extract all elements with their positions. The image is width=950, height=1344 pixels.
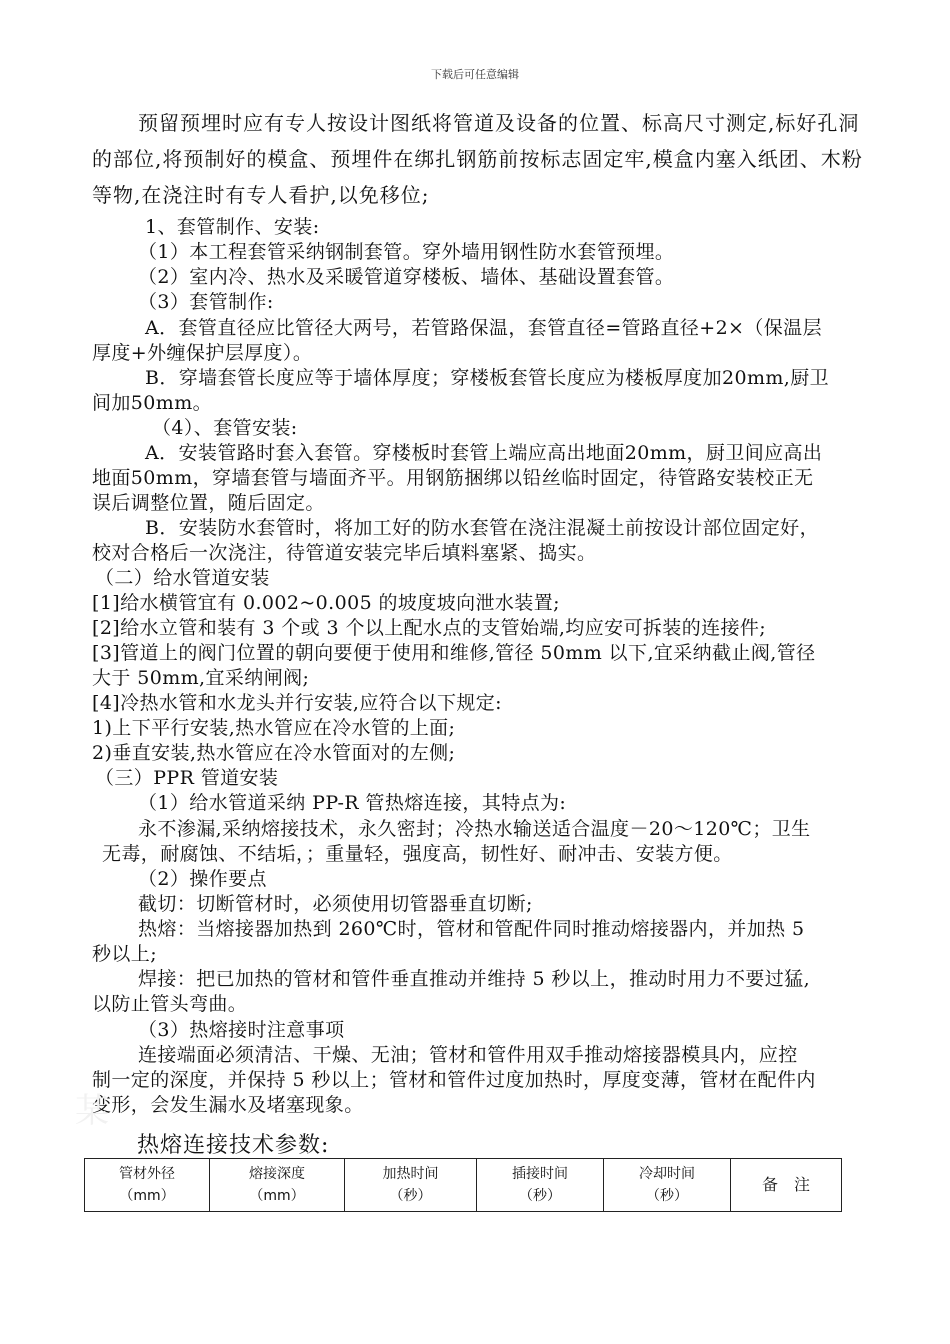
paragraph-line: [4]冷热水管和水龙头并行安装,应符合以下规定: [92, 692, 502, 714]
paragraph-line: 连接端面必须清洁、干燥、无油；管材和管件用双手推动熔接器模具内，应控 [138, 1044, 798, 1066]
paragraph-line: [2]给水立管和装有 3 个或 3 个以上配水点的支管始端,均应安可拆装的连接件; [92, 617, 767, 639]
paragraph-line: 以防止管头弯曲。 [92, 993, 248, 1015]
paragraph-line: 校对合格后一次浇注，待管道安装完毕后填料塞紧、捣实。 [92, 542, 597, 564]
paragraph-line: 无毒，耐腐蚀、不结垢，；重量轻，强度高，韧性好、耐冲击、安装方便。 [102, 843, 733, 865]
paragraph-line: A．套管直径应比管径大两号，若管路保温，套管直径=管路直径+2×（保温层 [145, 317, 822, 339]
paragraph-line: 永不渗漏,采纳熔接技术，永久密封；冷热水输送适合温度－20～120℃；卫生 [138, 818, 811, 840]
header-unit: （秒） [389, 1188, 432, 1204]
table-header-cell [604, 1159, 731, 1212]
section-heading: （三）PPR 管道安装 [95, 767, 279, 789]
table-header-row [85, 1159, 842, 1212]
paragraph-line: 热熔：当熔接器加热到 260℃时，管材和管配件同时推动熔接器内，并加热 5 [138, 918, 805, 940]
paragraph-line: 地面50mm，穿墙套管与墙面齐平。用钢筋捆绑以铅丝临时固定，待管路安装校正无 [92, 467, 814, 489]
paragraph-line: 预留预埋时应有专人按设计图纸将管道及设备的位置、标高尺寸测定,标好孔洞 [138, 111, 860, 135]
paragraph-line: 的部位,将预制好的模盒、预埋件在绑扎钢筋前按标志固定牢,模盒内塞入纸团、木粉 [92, 147, 863, 171]
paragraph-line: 2)垂直安装,热水管应在冷水管面对的左侧; [92, 742, 456, 764]
paragraph-line: （1）给水管道采纳 PP-R 管热熔连接，其特点为: [138, 792, 567, 814]
watermark: 某 [75, 1091, 109, 1131]
header-unit: （mm） [119, 1188, 175, 1204]
paragraph-line: 截切：切断管材时，必须使用切管器垂直切断; [138, 893, 533, 915]
table-header-cell [477, 1159, 604, 1212]
paragraph-line: 制一定的深度，并保持 5 秒以上；管材和管件过度加热时，厚度变薄，管材在配件内 [92, 1069, 816, 1091]
params-table [84, 1158, 842, 1212]
table-header-cell [85, 1159, 210, 1212]
paragraph-line: 等物,在浇注时有专人看护,以免移位; [92, 183, 430, 207]
paragraph-line: [1]给水横管宜有 0.002~0.005 的坡度坡向泄水装置; [92, 592, 560, 614]
header-top: 备 注 [761, 1175, 810, 1194]
paragraph-line: [3]管道上的阀门位置的朝向要便于使用和维修,管径 50mm 以下,宜采纳截止阀,管径 [92, 642, 816, 664]
header-top: 熔接深度 [249, 1166, 305, 1182]
params-title: 热熔连接技术参数: [137, 1133, 330, 1158]
paragraph-line: 变形，会发生漏水及堵塞现象。 [92, 1094, 364, 1116]
paragraph-line: B．穿墙套管长度应等于墙体厚度；穿楼板套管长度应为楼板厚度加20mm,厨卫 [145, 367, 830, 389]
paragraph-line: 误后调整位置，随后固定。 [92, 492, 325, 514]
paragraph-line: 1)上下平行安装,热水管应在冷水管的上面; [92, 717, 456, 739]
header-unit: （mm） [249, 1188, 305, 1204]
paragraph-line: 大于 50mm,宜采纳闸阀; [92, 667, 310, 689]
table-header-cell [731, 1159, 842, 1212]
page-header: 下载后可任意编辑 [431, 68, 519, 81]
paragraph-line: （2）操作要点 [138, 868, 267, 890]
paragraph-line: （3）套管制作: [138, 291, 274, 313]
header-top: 管材外径 [119, 1166, 175, 1182]
paragraph-line: 秒以上; [92, 943, 158, 965]
header-top: 加热时间 [382, 1166, 439, 1182]
paragraph-line: （3）热熔接时注意事项 [138, 1019, 345, 1041]
paragraph-line: B．安装防水套管时，将加工好的防水套管在浇注混凝土前按设计部位固定好， [145, 517, 819, 539]
header-top: 冷却时间 [639, 1166, 695, 1182]
table-header-cell [345, 1159, 477, 1212]
paragraph-line: （4）、套管安装: [152, 417, 298, 439]
section-heading: （二）给水管道安装 [95, 567, 270, 589]
paragraph-line: A．安装管路时套入套管。穿楼板时套管上端应高出地面20mm，厨卫间应高出 [145, 442, 823, 464]
paragraph-line: （1）本工程套管采纳钢制套管。穿外墙用钢性防水套管预埋。 [138, 241, 675, 263]
section-heading: 1、套管制作、安装: [145, 216, 320, 238]
paragraph-line: 焊接：把已加热的管材和管件垂直推动并维持 5 秒以上，推动时用力不要过猛, [138, 968, 811, 990]
paragraph-line: （2）室内冷、热水及采暖管道穿楼板、墙体、基础设置套管。 [138, 266, 675, 288]
table-header-cell [210, 1159, 345, 1212]
header-top: 插接时间 [512, 1166, 568, 1182]
header-unit: （秒） [519, 1188, 561, 1204]
paragraph-line: 间加50mm。 [92, 392, 213, 414]
paragraph-line: 厚度+外缠保护层厚度）。 [92, 342, 313, 364]
header-unit: （秒） [646, 1188, 688, 1204]
